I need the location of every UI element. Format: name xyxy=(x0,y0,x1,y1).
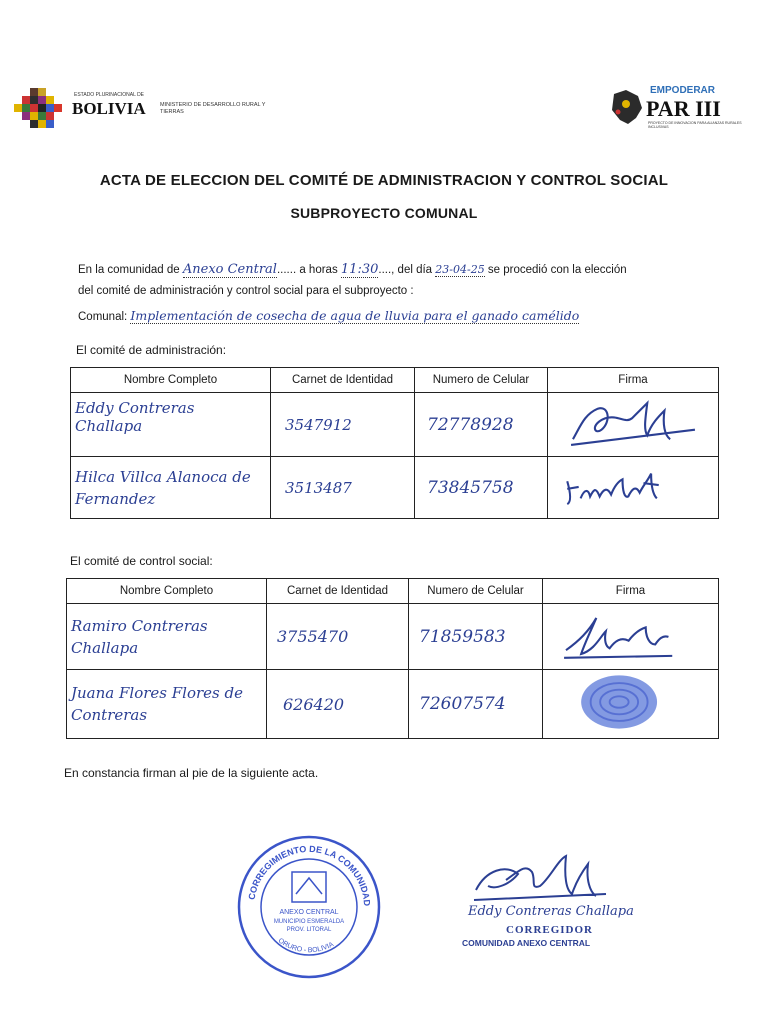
social-committee-heading: El comité de control social: xyxy=(70,554,213,568)
svg-text:PROV. LITORAL: PROV. LITORAL xyxy=(286,927,332,933)
bolivia-wordmark: BOLIVIA xyxy=(72,99,146,118)
signer-role: CORREGIDOR xyxy=(506,924,594,936)
par-iii-subtitle: PROYECTO DE INNOVACION PARA ALIANZAS RURALES INCLUSIVAS xyxy=(648,121,742,129)
member-id: 3547912 xyxy=(271,393,415,457)
svg-text:CORREGIMIENTO DE LA COMUNIDAD: CORREGIMIENTO DE LA COMUNIDAD xyxy=(246,843,373,907)
corregidor-signature-block xyxy=(460,850,660,960)
member-phone: 72778928 xyxy=(415,393,548,457)
community-seal xyxy=(236,834,382,980)
ministry-name: MINISTERIO DE DESARROLLO RURAL Y TIERRAS xyxy=(160,102,266,115)
member-name: Hilca Villca Alanoca de Fernandez xyxy=(71,457,271,519)
handwritten-signature-icon xyxy=(547,608,714,662)
admin-committee-table xyxy=(70,367,719,519)
comunal-line xyxy=(78,308,579,324)
member-name: Ramiro Contreras Challapa xyxy=(67,604,267,670)
closing-statement: En constancia firman al pie de la siguiente acta. xyxy=(64,766,319,780)
member-phone: 73845758 xyxy=(415,457,548,519)
bolivia-map-icon xyxy=(608,88,646,128)
social-committee-table xyxy=(66,578,719,739)
table-row xyxy=(67,670,719,739)
intro-text-3: ...., del día xyxy=(378,264,433,276)
community-seal-icon xyxy=(236,834,382,980)
comunal-label: Comunal: xyxy=(78,311,128,323)
par-iii-label: PAR III xyxy=(646,96,721,121)
subproject-name: Implementación de cosecha de agua de lluvia para el ganado camélido xyxy=(130,308,580,323)
header-signature: Firma xyxy=(543,579,719,604)
empoderar-label: EMPODERAR xyxy=(650,85,716,96)
member-id: 3513487 xyxy=(271,457,415,519)
header-signature: Firma xyxy=(548,368,719,393)
member-id: 626420 xyxy=(267,670,409,739)
header-full-name: Nombre Completo xyxy=(71,368,271,393)
svg-text:ANEXO CENTRAL: ANEXO CENTRAL xyxy=(279,909,339,916)
document-subtitle: SUBPROYECTO COMUNAL xyxy=(290,205,478,221)
intro-text-2: ...... a horas xyxy=(276,264,338,276)
signer-organization: COMUNIDAD ANEXO CENTRAL xyxy=(462,938,591,948)
member-signature xyxy=(543,604,719,670)
document-title: ACTA DE ELECCION DEL COMITÉ DE ADMINISTRACION Y CONTROL SOCIAL xyxy=(99,172,669,189)
handwritten-signature-icon xyxy=(552,396,714,450)
member-phone: 72607574 xyxy=(409,670,543,739)
header-phone: Numero de Celular xyxy=(415,368,548,393)
member-signature xyxy=(543,670,719,739)
header-id-card: Carnet de Identidad xyxy=(271,368,415,393)
fingerprint-icon xyxy=(547,670,714,734)
svg-text:MUNICIPIO ESMERALDA: MUNICIPIO ESMERALDA xyxy=(273,919,345,925)
table-row xyxy=(67,604,719,670)
bolivia-ministry-logo xyxy=(8,86,288,134)
intro-line-2: del comité de administración y control social para el subproyecto : xyxy=(78,285,414,297)
par-iii-logo xyxy=(606,84,746,132)
member-id: 3755470 xyxy=(267,604,409,670)
member-name: Eddy Contreras Challapa xyxy=(71,393,271,457)
election-hour: 11:30 xyxy=(340,262,379,277)
member-phone: 71859583 xyxy=(409,604,543,670)
table-header-row xyxy=(71,368,719,393)
signer-name: Eddy Contreras Challapa xyxy=(468,904,634,919)
table-row xyxy=(71,393,719,457)
table-row xyxy=(71,457,719,519)
admin-committee-heading: El comité de administración: xyxy=(76,343,227,357)
header-phone: Numero de Celular xyxy=(409,579,543,604)
handwritten-signature-icon xyxy=(552,459,714,513)
community-name: Anexo Central xyxy=(182,262,277,277)
header-full-name: Nombre Completo xyxy=(67,579,267,604)
state-text: ESTADO PLURINACIONAL DE xyxy=(74,92,145,98)
intro-text-1: En la comunidad de xyxy=(78,264,180,276)
header-id-card: Carnet de Identidad xyxy=(267,579,409,604)
member-name: Juana Flores Flores de Contreras xyxy=(67,670,267,739)
election-date: 23-04-25 xyxy=(435,263,485,276)
intro-text-4: se procedió con la elección xyxy=(487,264,627,276)
table-header-row xyxy=(67,579,719,604)
member-signature xyxy=(548,457,719,519)
svg-text:ORURO - BOLIVIA: ORURO - BOLIVIA xyxy=(276,937,335,955)
member-signature xyxy=(548,393,719,457)
intro-line-1 xyxy=(78,262,627,278)
